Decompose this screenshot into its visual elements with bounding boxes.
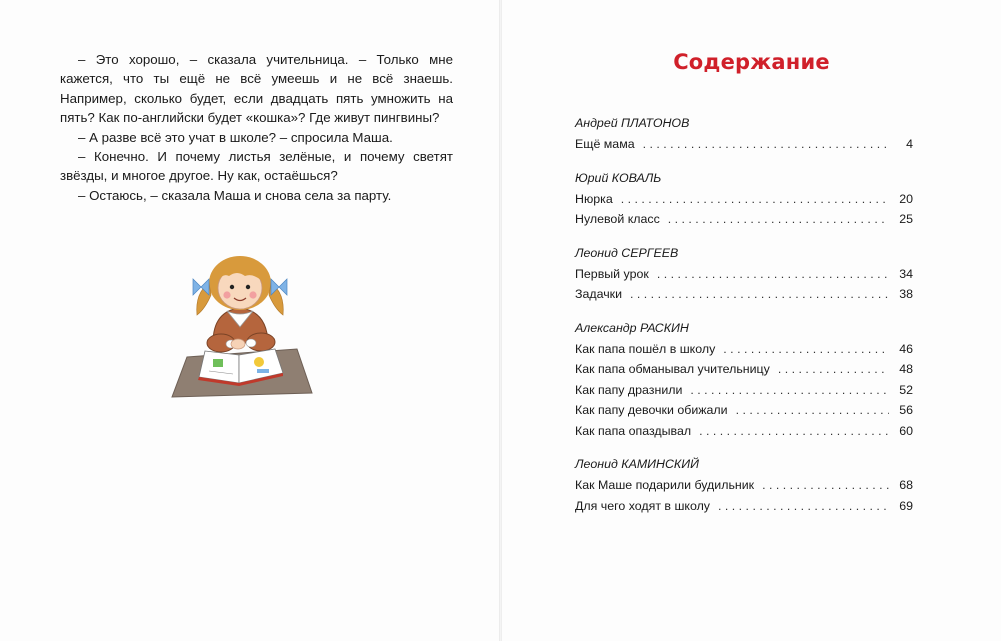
toc-entry[interactable] bbox=[575, 209, 913, 230]
toc-entry-page: 25 bbox=[899, 212, 913, 226]
toc-entry-title: Для чего ходят в школу bbox=[575, 498, 711, 513]
toc-entry-title: Нюрка bbox=[575, 191, 613, 206]
toc-author-group bbox=[575, 113, 913, 155]
toc-entry[interactable] bbox=[575, 284, 913, 305]
toc-entry[interactable] bbox=[575, 264, 913, 285]
toc-entry-page: 34 bbox=[899, 266, 913, 281]
toc-entry-page: 68 bbox=[899, 478, 913, 492]
story-paragraph: – Конечно. И почему листья зелёные, и почему светят звёзды, и многое другое. Ну как, остаёшься? bbox=[60, 149, 453, 184]
toc-entry-page: 69 bbox=[899, 498, 913, 513]
toc-entry-title: Задачки bbox=[575, 287, 623, 301]
toc-entry[interactable] bbox=[575, 421, 913, 442]
toc-entry-page: 48 bbox=[899, 362, 913, 376]
girl-reading-book-icon bbox=[165, 245, 315, 405]
toc-entry[interactable] bbox=[575, 339, 913, 360]
toc-entry-title: Как папа пошёл в школу bbox=[575, 341, 716, 356]
toc-leader-dots bbox=[762, 475, 889, 496]
toc-author-group bbox=[575, 454, 913, 516]
story-text bbox=[60, 50, 453, 205]
toc-entry[interactable] bbox=[575, 400, 913, 421]
toc-author: Александр РАСКИН bbox=[575, 320, 689, 335]
toc-leader-dots bbox=[668, 209, 889, 230]
toc-entry-title: Как папу дразнили bbox=[575, 382, 683, 397]
left-page bbox=[0, 0, 500, 641]
toc-entry-title: Первый урок bbox=[575, 266, 649, 281]
toc-entry-title: Как папа опаздывал bbox=[575, 423, 692, 438]
toc-entry-page: 46 bbox=[899, 341, 913, 356]
toc-entry-page: 52 bbox=[899, 382, 913, 397]
toc-entry[interactable] bbox=[575, 359, 913, 380]
right-page bbox=[502, 0, 1001, 641]
toc-entry-page: 20 bbox=[899, 191, 913, 206]
toc-leader-dots bbox=[723, 339, 889, 360]
toc-author-group bbox=[575, 318, 913, 442]
toc-leader-dots bbox=[699, 421, 889, 442]
toc-entry[interactable] bbox=[575, 496, 913, 517]
toc-entry-title: Как Маше подарили будильник bbox=[575, 478, 755, 492]
toc-leader-dots bbox=[690, 380, 889, 401]
toc-title: Содержание bbox=[673, 50, 830, 74]
toc-entry-page: 60 bbox=[899, 423, 913, 438]
toc-entry-title: Как папу девочки обижали bbox=[575, 403, 728, 417]
toc-leader-dots bbox=[657, 264, 889, 285]
toc-entry-title: Как папа обманывал учительницу bbox=[575, 362, 770, 376]
toc-leader-dots bbox=[643, 134, 889, 155]
toc-entry[interactable] bbox=[575, 475, 913, 496]
toc-entry-title: Ещё мама bbox=[575, 137, 635, 151]
toc-entry[interactable] bbox=[575, 189, 913, 210]
toc-leader-dots bbox=[718, 496, 889, 517]
story-paragraph: – А разве всё это учат в школе? – спросила Маша. bbox=[78, 129, 393, 145]
toc-entry[interactable] bbox=[575, 134, 913, 155]
story-paragraph: – Это хорошо, – сказала учительница. – Только мне кажется, что ты ещё не всё умеешь и не всё знаешь. Например, сколько будет, если двадцать пять умножить на пять? Как по-английски будет «кошка»? Где живут пингвины? bbox=[60, 52, 453, 126]
toc-author: Андрей ПЛАТОНОВ bbox=[575, 116, 690, 130]
toc-author: Леонид КАМИНСКИЙ bbox=[575, 457, 699, 471]
toc-author: Леонид СЕРГЕЕВ bbox=[575, 245, 679, 260]
toc-entry-page: 56 bbox=[899, 403, 913, 417]
toc-author-group bbox=[575, 168, 913, 230]
toc-leader-dots bbox=[778, 359, 889, 380]
table-of-contents bbox=[575, 113, 913, 529]
story-paragraph: – Остаюсь, – сказала Маша и снова села за парту. bbox=[78, 187, 392, 203]
toc-leader-dots bbox=[621, 189, 889, 210]
toc-author: Юрий КОВАЛЬ bbox=[575, 170, 662, 185]
toc-entry-page: 38 bbox=[899, 287, 913, 301]
toc-entry-page: 4 bbox=[906, 137, 913, 151]
toc-entry[interactable] bbox=[575, 380, 913, 401]
toc-entry-title: Нулевой класс bbox=[575, 212, 660, 226]
toc-author-group bbox=[575, 243, 913, 305]
toc-leader-dots bbox=[736, 400, 889, 421]
toc-leader-dots bbox=[630, 284, 889, 305]
